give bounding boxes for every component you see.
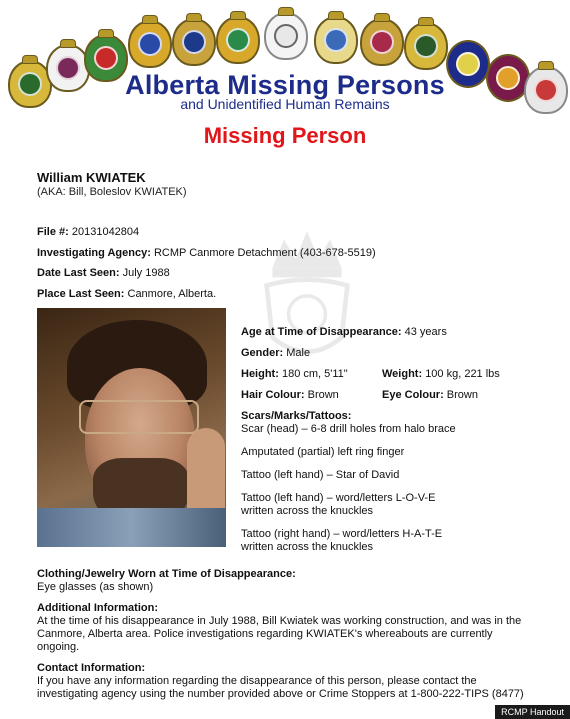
height-value: 180 cm, 5'11" bbox=[281, 368, 348, 380]
file-number-value: 20131042804 bbox=[71, 226, 140, 238]
page-subtitle: and Unidentified Human Remains bbox=[180, 96, 390, 112]
contact-info-value: If you have any information regarding the disappearance of this person, please contact the investigating agency using the number provided above or Crime Stoppers at 1-800-222-TIPS (8477) bbox=[37, 675, 524, 700]
eye-colour-row bbox=[382, 389, 478, 401]
weight-value: 100 kg, 221 lbs bbox=[425, 368, 500, 380]
tattoo-item: Tattoo (left hand) – Star of David bbox=[241, 469, 400, 481]
police-badge-icon bbox=[264, 12, 308, 60]
hair-colour-label: Hair Colour: bbox=[241, 389, 305, 401]
date-last-seen-value: July 1988 bbox=[122, 267, 170, 279]
agency-label: Investigating Agency: bbox=[37, 247, 151, 259]
additional-info-label: Additional Information: bbox=[37, 602, 158, 614]
police-badge-icon bbox=[172, 18, 216, 66]
gender-value: Male bbox=[286, 347, 311, 359]
scars-label: Scars/Marks/Tattoos: bbox=[241, 410, 352, 422]
scar-item: Amputated (partial) left ring finger bbox=[241, 446, 405, 458]
clothing-value: Eye glasses (as shown) bbox=[37, 581, 154, 593]
place-last-seen-row bbox=[37, 288, 216, 300]
clothing-label: Clothing/Jewelry Worn at Time of Disappearance: bbox=[37, 568, 296, 580]
gender-label: Gender: bbox=[241, 347, 284, 359]
scar-item: Scar (head) – 6-8 drill holes from halo brace bbox=[241, 423, 456, 435]
tattoo-item-continued: written across the knuckles bbox=[241, 541, 374, 553]
height-label: Height: bbox=[241, 368, 279, 380]
eye-colour-label: Eye Colour: bbox=[382, 389, 444, 401]
gender-row bbox=[241, 347, 310, 359]
police-badge-icon bbox=[404, 22, 448, 70]
additional-info-value: At the time of his disappearance in July 1988, Bill Kwiatek was working construction, and was in the Canmore, Alberta area. Police investigations regarding KWIATEK's whereabouts are currently ongoing. bbox=[37, 615, 522, 653]
date-last-seen-label: Date Last Seen: bbox=[37, 267, 120, 279]
file-number-label: File #: bbox=[37, 226, 69, 238]
person-name: William KWIATEK bbox=[37, 170, 146, 185]
eye-colour-value: Brown bbox=[446, 389, 478, 401]
police-badge-icon bbox=[128, 20, 172, 68]
contact-info-label: Contact Information: bbox=[37, 662, 146, 674]
person-photo bbox=[37, 308, 226, 547]
place-last-seen-value: Canmore, Alberta. bbox=[127, 288, 217, 300]
place-last-seen-label: Place Last Seen: bbox=[37, 288, 125, 300]
age-label: Age at Time of Disappearance: bbox=[241, 326, 402, 338]
height-row bbox=[241, 368, 348, 380]
tattoo-item: Tattoo (left hand) – word/letters L-O-V-E bbox=[241, 492, 436, 504]
weight-row bbox=[382, 368, 500, 380]
tattoo-item: Tattoo (right hand) – word/letters H-A-T-E bbox=[241, 528, 443, 540]
age-value: 43 years bbox=[404, 326, 447, 338]
missing-person-heading: Missing Person bbox=[203, 123, 367, 148]
hair-colour-row bbox=[241, 389, 339, 401]
photo-credit: RCMP Handout bbox=[495, 705, 570, 719]
agency-value: RCMP Canmore Detachment (403-678-5519) bbox=[153, 247, 376, 259]
age-row bbox=[241, 326, 447, 338]
file-number-row bbox=[37, 226, 139, 238]
date-last-seen-row bbox=[37, 267, 170, 279]
police-badge-icon bbox=[314, 16, 358, 64]
tattoo-item-continued: written across the knuckles bbox=[241, 505, 374, 517]
police-badge-icon bbox=[216, 16, 260, 64]
police-badge-icon bbox=[360, 18, 404, 66]
person-aka: (AKA: Bill, Boleslov KWIATEK) bbox=[37, 186, 187, 198]
hair-colour-value: Brown bbox=[307, 389, 339, 401]
weight-label: Weight: bbox=[382, 368, 423, 380]
page-title: Alberta Missing Persons bbox=[125, 70, 445, 100]
